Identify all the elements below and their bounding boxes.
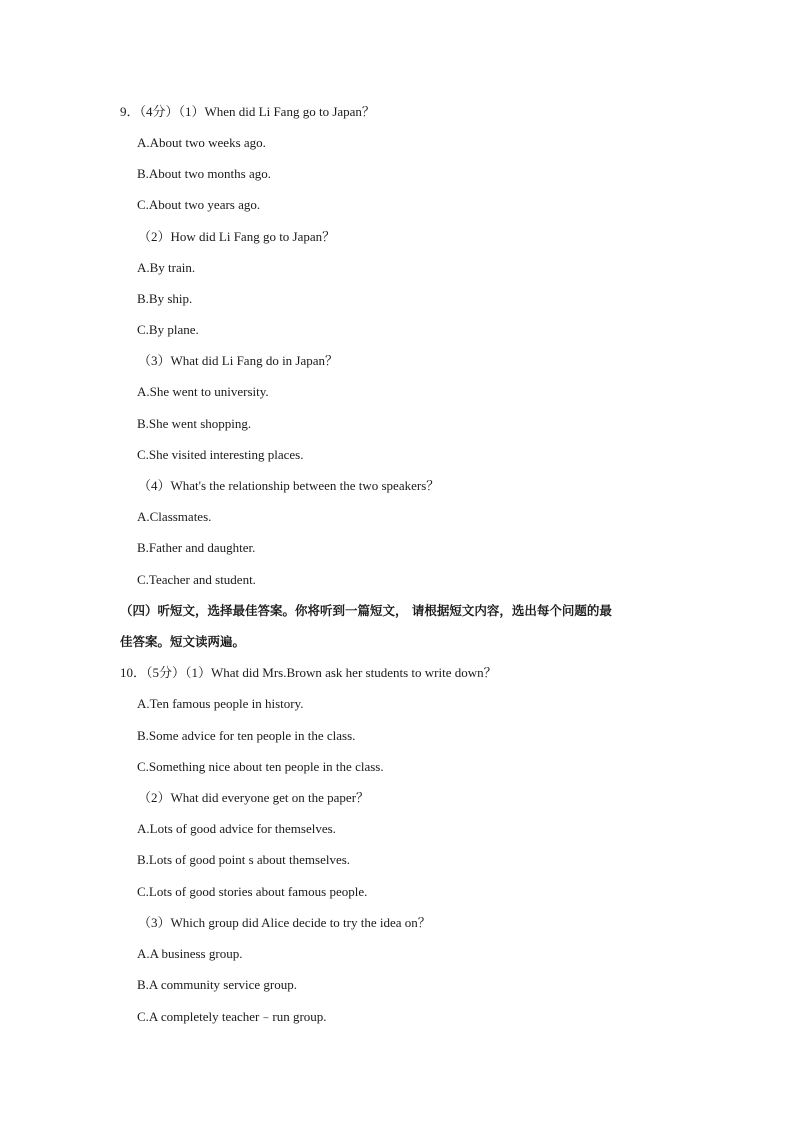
- q9-2-question: （2）How did Li Fang go to Japan？: [138, 229, 336, 244]
- q9-3-option-c: C.She visited interesting places.: [137, 447, 304, 462]
- q9-2-option-a: A.By train.: [137, 260, 196, 275]
- q10-3-option-b: B.A community service group.: [137, 977, 297, 992]
- q9-3-option-a: A.She went to university.: [137, 384, 269, 399]
- q9-4-option-c: C.Teacher and student.: [137, 572, 256, 587]
- q10-3-option-c: C.A completely teacher﹣run group.: [137, 1009, 327, 1024]
- q10-2-option-b: B.Lots of good point s about themselves.: [137, 852, 351, 867]
- q10-1-option-a: A.Ten famous people in history.: [137, 696, 304, 711]
- q9-2-option-c: C.By plane.: [137, 322, 199, 337]
- q9-1-option-b: B.About two months ago.: [137, 166, 271, 181]
- q9-4-option-b: B.Father and daughter.: [137, 540, 256, 555]
- section-4-instruction-line-2: 佳答案。短文读两遍。: [120, 634, 246, 649]
- q10-1-option-c: C.Something nice about ten people in the class.: [137, 759, 384, 774]
- q10-2-option-c: C.Lots of good stories about famous people.: [137, 884, 368, 899]
- q9-1-option-c: C.About two years ago.: [137, 197, 261, 212]
- section-4-instruction-line-1: （四）听短文，选择最佳答案。你将听到一篇短文， 请根据短文内容，选出每个问题的最: [120, 603, 612, 618]
- q10-2-option-a: A.Lots of good advice for themselves.: [137, 821, 336, 836]
- q9-2-option-b: B.By ship.: [137, 291, 193, 306]
- q9-3-question: （3）What did Li Fang do in Japan？: [138, 353, 339, 368]
- q10-3-option-a: A.A business group.: [137, 946, 243, 961]
- q9-4-option-a: A.Classmates.: [137, 509, 212, 524]
- q10-1-option-b: B.Some advice for ten people in the class.: [137, 728, 356, 743]
- question-9-heading: 9．（4分）（1）When did Li Fang go to Japan？: [120, 104, 375, 119]
- q10-3-question: （3）Which group did Alice decide to try the idea on？: [138, 915, 431, 930]
- question-10-heading: 10．（5分）（1）What did Mrs.Brown ask her students to write down？: [120, 665, 497, 680]
- q9-4-question: （4）What's the relationship between the two speakers？: [138, 478, 440, 493]
- q10-2-question: （2）What did everyone get on the paper？: [138, 790, 370, 805]
- q9-3-option-b: B.She went shopping.: [137, 416, 252, 431]
- q9-1-option-a: A.About two weeks ago.: [137, 135, 266, 150]
